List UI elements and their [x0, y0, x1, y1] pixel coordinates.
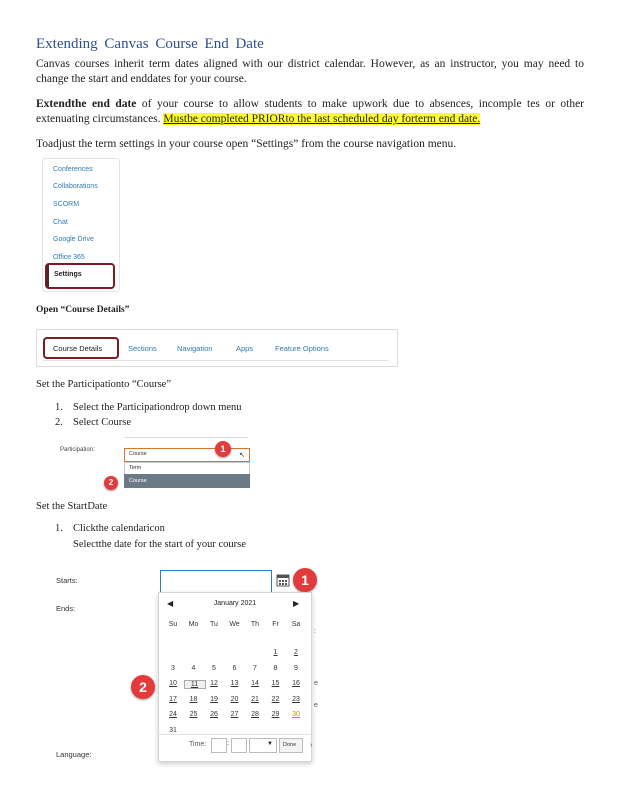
participation-step-2-number: 2. — [55, 417, 63, 428]
callout-badge-1: 1 — [215, 441, 231, 457]
starts-date-input[interactable] — [160, 570, 272, 594]
calendar-day[interactable]: 13 — [230, 680, 239, 687]
tab-course-details-label: Course Details — [53, 344, 103, 353]
participation-step-1-number: 1. — [55, 402, 63, 413]
calendar-day[interactable]: 30 — [292, 711, 300, 718]
calendar-day[interactable]: 22 — [271, 695, 280, 703]
nav-item-conferences[interactable]: Conferences — [53, 166, 93, 173]
ends-label: Ends: — [56, 604, 76, 613]
course-nav-menu — [42, 158, 120, 292]
participation-option-course[interactable] — [124, 474, 250, 488]
calendar-day[interactable]: 5 — [212, 664, 216, 672]
calendar-day[interactable]: 20 — [230, 695, 239, 703]
time-separator: : — [227, 740, 229, 747]
step-open-course-details: Open “Course Details” — [36, 305, 130, 315]
tab-sections[interactable]: Sections — [128, 344, 157, 353]
weekday-header: Fr — [272, 621, 279, 628]
intro-paragraph: Canvas courses inherit term dates aligned with our district calendar. However, as an instructor, you may need to change the start and enddates for your course. — [36, 58, 584, 85]
language-label: Language: — [56, 750, 92, 759]
nav-item-settings[interactable] — [45, 263, 115, 289]
deadline-highlight: Mustbe completed PRIORto the last scheduled day forterm end date. — [163, 113, 481, 125]
tab-apps[interactable]: Apps — [236, 344, 254, 353]
nav-item-collaborations[interactable]: Collaborations — [53, 183, 98, 190]
hour-input[interactable] — [211, 738, 227, 753]
starts-label: Starts: — [56, 576, 78, 585]
next-month-icon[interactable]: ▶ — [293, 599, 300, 608]
participation-step-2: Select Course — [73, 417, 132, 428]
weekday-header: Tu — [210, 621, 218, 628]
month-title: January 2021 — [213, 600, 257, 607]
startdate-step-1-number: 1. — [55, 523, 63, 534]
done-button[interactable] — [279, 738, 303, 753]
nav-item-office-365[interactable]: Office 365 — [53, 254, 85, 261]
calendar-day[interactable]: 11 — [184, 680, 206, 689]
callout-badge-2: 2 — [104, 476, 118, 490]
option-course-label: Course — [129, 478, 147, 484]
minute-input[interactable] — [231, 738, 247, 753]
calendar-day[interactable]: 7 — [253, 664, 257, 672]
calendar-day[interactable]: 16 — [292, 680, 300, 687]
calendar-day[interactable]: 18 — [189, 695, 198, 703]
participation-step-1: Select the Participationdrop down menu — [73, 402, 242, 413]
calendar-day[interactable]: 27 — [230, 711, 239, 718]
ampm-select[interactable] — [249, 738, 277, 753]
calendar-day[interactable]: 4 — [191, 664, 196, 672]
calendar-day[interactable]: 25 — [189, 711, 198, 718]
tab-feature-options[interactable]: Feature Options — [275, 344, 329, 353]
participation-select[interactable] — [124, 448, 250, 462]
participation-widget — [60, 437, 255, 492]
cursor-icon: ↖ — [239, 452, 245, 459]
calendar-day[interactable]: 10 — [169, 680, 177, 687]
page-title: Extending Canvas Course End Date — [36, 36, 264, 52]
calendar-day[interactable]: 9 — [294, 664, 298, 672]
calendar-day[interactable]: 8 — [273, 664, 278, 672]
calendar-footer-divider — [159, 734, 311, 735]
weekday-header: Sa — [291, 621, 301, 628]
tab-course-details[interactable] — [43, 337, 119, 359]
time-label: Time: — [189, 741, 207, 748]
participation-selected-value: Course — [129, 451, 147, 457]
calendar-day[interactable]: 24 — [169, 711, 177, 718]
edge-mark-1: e — [314, 680, 318, 687]
calendar-day[interactable]: 26 — [210, 711, 218, 718]
callout-badge-calendar-1: 1 — [293, 568, 317, 592]
extend-bold-lead: Extendthe end date — [36, 98, 137, 110]
option-term-label: Term — [129, 465, 142, 471]
calendar-day[interactable]: 6 — [232, 664, 237, 672]
startdate-step-1: Clickthe calendaricon — [73, 523, 165, 534]
weekday-header: Su — [168, 621, 178, 628]
done-label: Done — [283, 742, 297, 748]
chevron-down-icon: ▼ — [267, 741, 273, 747]
weekday-header: Mo — [188, 621, 199, 628]
calendar-day[interactable]: 12 — [210, 680, 218, 687]
active-indicator — [47, 265, 49, 287]
calendar-day[interactable]: 19 — [210, 695, 218, 703]
calendar-day[interactable]: 23 — [292, 695, 300, 703]
calendar-icon[interactable] — [276, 574, 290, 587]
adjust-paragraph: Toadjust the term settings in your course open “Settings” from the course navigation menu. — [36, 138, 457, 150]
weekday-header: Th — [250, 621, 260, 628]
calendar-day[interactable]: 14 — [251, 680, 259, 687]
nav-item-google-drive[interactable]: Google Drive — [53, 236, 94, 243]
calendar-day[interactable]: 3 — [171, 664, 175, 672]
datepicker-popup — [158, 592, 312, 762]
calendar-day[interactable]: 2 — [294, 649, 298, 656]
settings-tabs — [36, 329, 398, 367]
edge-mark-2: e — [314, 702, 318, 709]
tabs-divider — [43, 360, 388, 361]
calendar-day[interactable]: 21 — [251, 695, 259, 703]
calendar-day[interactable]: 1 — [273, 649, 278, 656]
extend-text: of your course to allow students to make upwork due to absences, incomple tes or other extenuating circumstances. — [36, 98, 585, 125]
startdate-step-2: Selectthe date for the start of your course — [73, 539, 246, 550]
calendar-day[interactable]: 29 — [271, 711, 280, 718]
calendar-day[interactable]: 28 — [251, 711, 259, 718]
callout-badge-calendar-2: 2 — [131, 675, 155, 699]
nav-item-chat[interactable]: Chat — [53, 219, 68, 226]
ends-field-edge: : — [314, 628, 316, 635]
calendar-day[interactable]: 15 — [271, 680, 280, 687]
weekday-header: We — [229, 621, 240, 628]
nav-item-settings-label: Settings — [54, 271, 82, 278]
set-participation-heading: Set the Participationto “Course” — [36, 379, 172, 390]
nav-item-scorm[interactable]: SCORM — [53, 201, 80, 208]
set-startdate-heading: Set the StartDate — [36, 501, 108, 512]
tab-navigation[interactable]: Navigation — [177, 344, 213, 353]
participation-top-rule — [124, 437, 248, 438]
edge-mark-3: › — [310, 742, 313, 749]
extend-paragraph — [36, 97, 584, 127]
calendar-day[interactable]: 31 — [169, 726, 177, 734]
calendar-day[interactable]: 17 — [169, 695, 177, 703]
prev-month-icon[interactable]: ◀ — [167, 599, 174, 608]
participation-label: Participation: — [60, 447, 95, 453]
